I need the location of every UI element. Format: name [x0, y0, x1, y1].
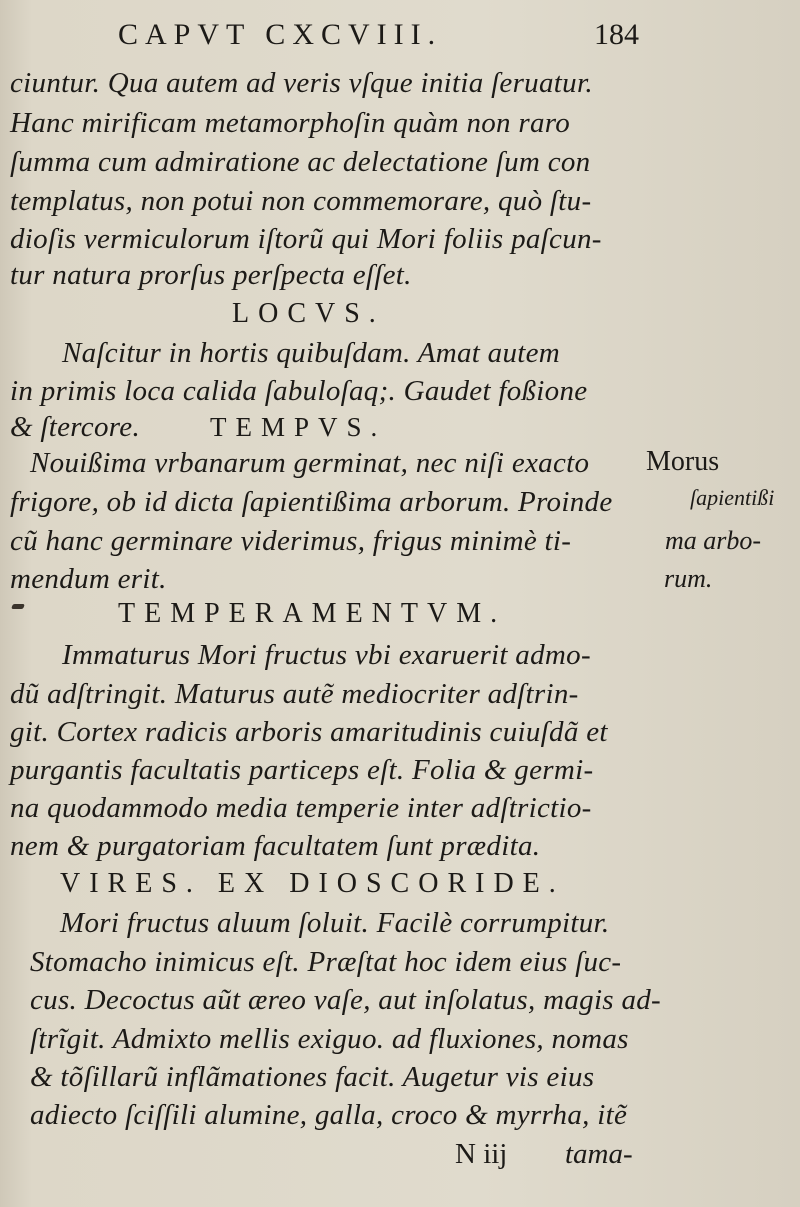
section-heading-locus: LOCVS. [232, 298, 385, 329]
text-line: Naſcitur in hortis quibuſdam. Amat autem [62, 337, 561, 369]
text-line: Stomacho inimicus eſt. Præſtat hoc idem eius ſuc- [30, 946, 622, 978]
text-line: git. Cortex radicis arboris amaritudinis cuiuſdã et [10, 716, 608, 748]
text-line: Hanc mirificam metamorphoſin quàm non raro [10, 107, 571, 139]
catchword: tama- [565, 1138, 633, 1170]
text-line: tur natura prorſus perſpecta eſſet. [10, 259, 412, 291]
text-line: dũ adſtringit. Maturus autẽ mediocriter adſtrin- [10, 678, 579, 710]
page-number: 184 [594, 18, 639, 51]
text-line: na quodammodo media temperie inter adſtrictio- [10, 792, 592, 824]
text-line: Immaturus Mori fructus vbi exaruerit admo- [62, 639, 591, 671]
running-head: CAPVT CXCVIII. [118, 18, 443, 51]
text-line: ciuntur. Qua autem ad veris vſque initia ſeruatur. [10, 67, 593, 99]
printer-mark [11, 604, 25, 609]
text-line: ſtrĩgit. Admixto mellis exiguo. ad fluxiones, nomas [30, 1023, 629, 1055]
text-line: mendum erit. [10, 563, 167, 595]
text-line: Mori fructus aluum ſoluit. Facilè corrumpitur. [60, 907, 610, 939]
margin-note: rum. [664, 564, 713, 593]
text-line: cus. Decoctus aũt æreo vaſe, aut inſolatus, magis ad- [30, 984, 662, 1016]
section-heading-vires: VIRES. EX DIOSCORIDE. [60, 868, 565, 899]
margin-note: ſapientißi [690, 485, 775, 510]
text-line: & tõſillarũ inflãmationes facit. Augetur vis eius [30, 1061, 595, 1093]
text-line [10, 410, 386, 444]
text-line: templatus, non potui non commemorare, quò ſtu- [10, 185, 592, 217]
text-fragment: & ſtercore. [10, 411, 141, 443]
section-heading-tempus: TEMPVS. [210, 412, 387, 442]
section-heading-temperamentum: TEMPERAMENTVM. [118, 598, 507, 629]
text-line: Nouißima vrbanarum germinat, nec niſi exacto [30, 447, 590, 479]
signature-mark: N iij [455, 1138, 508, 1170]
margin-note: ma arbo- [665, 526, 762, 555]
text-line: cũ hanc germinare viderimus, frigus minimè ti- [10, 525, 572, 557]
text-line: nem & purgatoriam facultatem ſunt prædita. [10, 830, 541, 862]
text-line: purgantis facultatis particeps eſt. Folia & germi- [10, 754, 594, 786]
text-line: adiecto ſciſſili alumine, galla, croco & myrrha, itẽ [30, 1099, 628, 1131]
margin-note: Morus [646, 446, 720, 477]
text-line: frigore, ob id dicta ſapientißima arborum. Proinde [10, 486, 613, 518]
text-line: in primis loca calida ſabuloſaq;. Gaudet foßione [10, 375, 588, 407]
text-line: dioſis vermiculorum iſtorũ qui Mori foliis paſcun- [10, 223, 602, 255]
text-line: ſumma cum admiratione ac delectatione ſum con [10, 146, 591, 178]
